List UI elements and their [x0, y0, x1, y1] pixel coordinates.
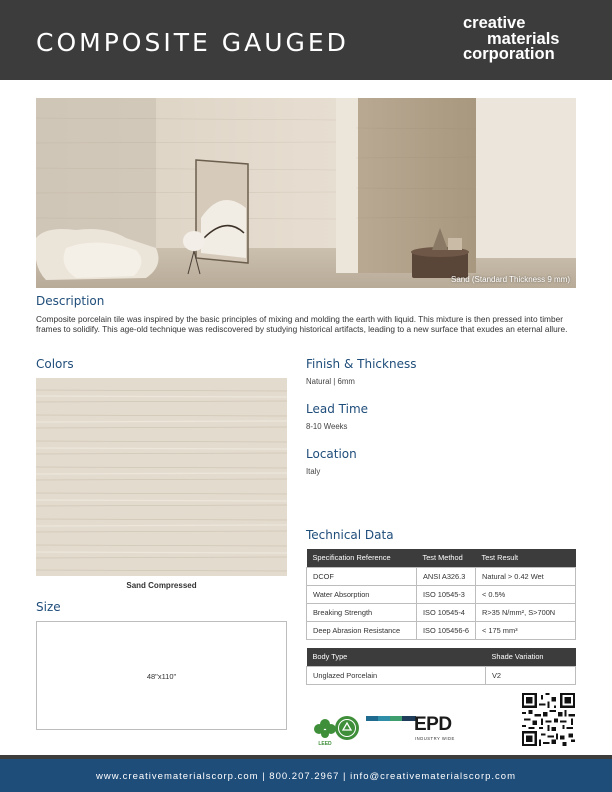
table-cell: ISO 10545-3 [417, 585, 476, 603]
room-scene-illustration [36, 98, 576, 288]
logo-line-3: corporation [463, 45, 555, 63]
table-cell: Deep Abrasion Resistance [307, 621, 417, 639]
table-row [307, 603, 576, 621]
certification-logos [306, 712, 496, 748]
finish-value: Natural | 6mm [306, 377, 355, 386]
lead-time-value: 8-10 Weeks [306, 422, 348, 431]
epd-logo-subtitle: INDUSTRY WIDE [415, 736, 455, 741]
colors-heading: Colors [36, 357, 74, 371]
location-heading: Location [306, 447, 357, 461]
footer-contact-info: www.creativematerialscorp.com | 800.207.2967 | info@creativematerialscorp.com [95, 771, 516, 782]
color-swatch-sand-compressed [36, 378, 287, 576]
technical-heading: Technical Data [306, 528, 394, 542]
finish-heading: Finish & Thickness [306, 357, 417, 371]
table-cell: Unglazed Porcelain [307, 666, 486, 684]
column-header: Body Type [307, 648, 486, 666]
table-row [307, 585, 576, 603]
page-header [0, 0, 612, 80]
table-row [307, 567, 576, 585]
size-heading: Size [36, 600, 61, 614]
logo-line-1: creative [463, 14, 526, 32]
table-cell: < 0.5% [476, 585, 576, 603]
tile-texture [36, 378, 287, 576]
technical-data-table [306, 549, 576, 640]
table-cell: R>35 N/mm², S>700N [476, 603, 576, 621]
recycle-seal-icon [334, 715, 360, 741]
table-row [307, 666, 576, 684]
table-cell: < 175 mm³ [476, 621, 576, 639]
table-cell: ISO 10545-4 [417, 603, 476, 621]
body-type-table [306, 648, 576, 685]
product-title: COMPOSITE GAUGED [36, 28, 349, 57]
table-cell: ISO 105456-6 [417, 621, 476, 639]
logo-line-2: materials [487, 29, 560, 48]
column-header: Test Method [417, 549, 476, 567]
table-cell: Water Absorption [307, 585, 417, 603]
column-header: Test Result [476, 549, 576, 567]
epd-logo: EPD [414, 714, 452, 735]
table-cell: ANSI A326.3 [417, 567, 476, 585]
page-footer [0, 755, 612, 792]
swatch-label: Sand Compressed [126, 581, 197, 590]
table-row [307, 621, 576, 639]
svg-text:LEED: LEED [318, 741, 332, 747]
hero-caption: Sand (Standard Thickness 9 mm) [450, 275, 570, 284]
table-cell: Natural > 0.42 Wet [476, 567, 576, 585]
brand-logo [463, 16, 559, 63]
size-box [36, 621, 287, 730]
table-header-row [307, 648, 576, 666]
hero-image [36, 98, 576, 288]
lead-time-heading: Lead Time [306, 402, 369, 416]
column-header: Specification Reference [307, 549, 417, 567]
epd-color-bars-icon [366, 716, 416, 726]
table-cell: V2 [486, 666, 576, 684]
description-text: Composite porcelain tile was inspired by the basic principles of mixing and molding the earth with liquid. This mixture is then pressed into timber frames to solidify. This age-old technique was rediscovered by studying historical artifacts, leading to a new surface that exudes an eternal allure. [36, 314, 568, 335]
description-heading: Description [36, 294, 105, 308]
table-cell: DCOF [307, 567, 417, 585]
location-value: Italy [306, 467, 321, 476]
qr-code-icon[interactable] [522, 693, 575, 746]
column-header: Shade Variation [486, 648, 576, 666]
table-cell: Breaking Strength [307, 603, 417, 621]
size-value: 48"x110" [146, 672, 177, 681]
table-header-row [307, 549, 576, 567]
